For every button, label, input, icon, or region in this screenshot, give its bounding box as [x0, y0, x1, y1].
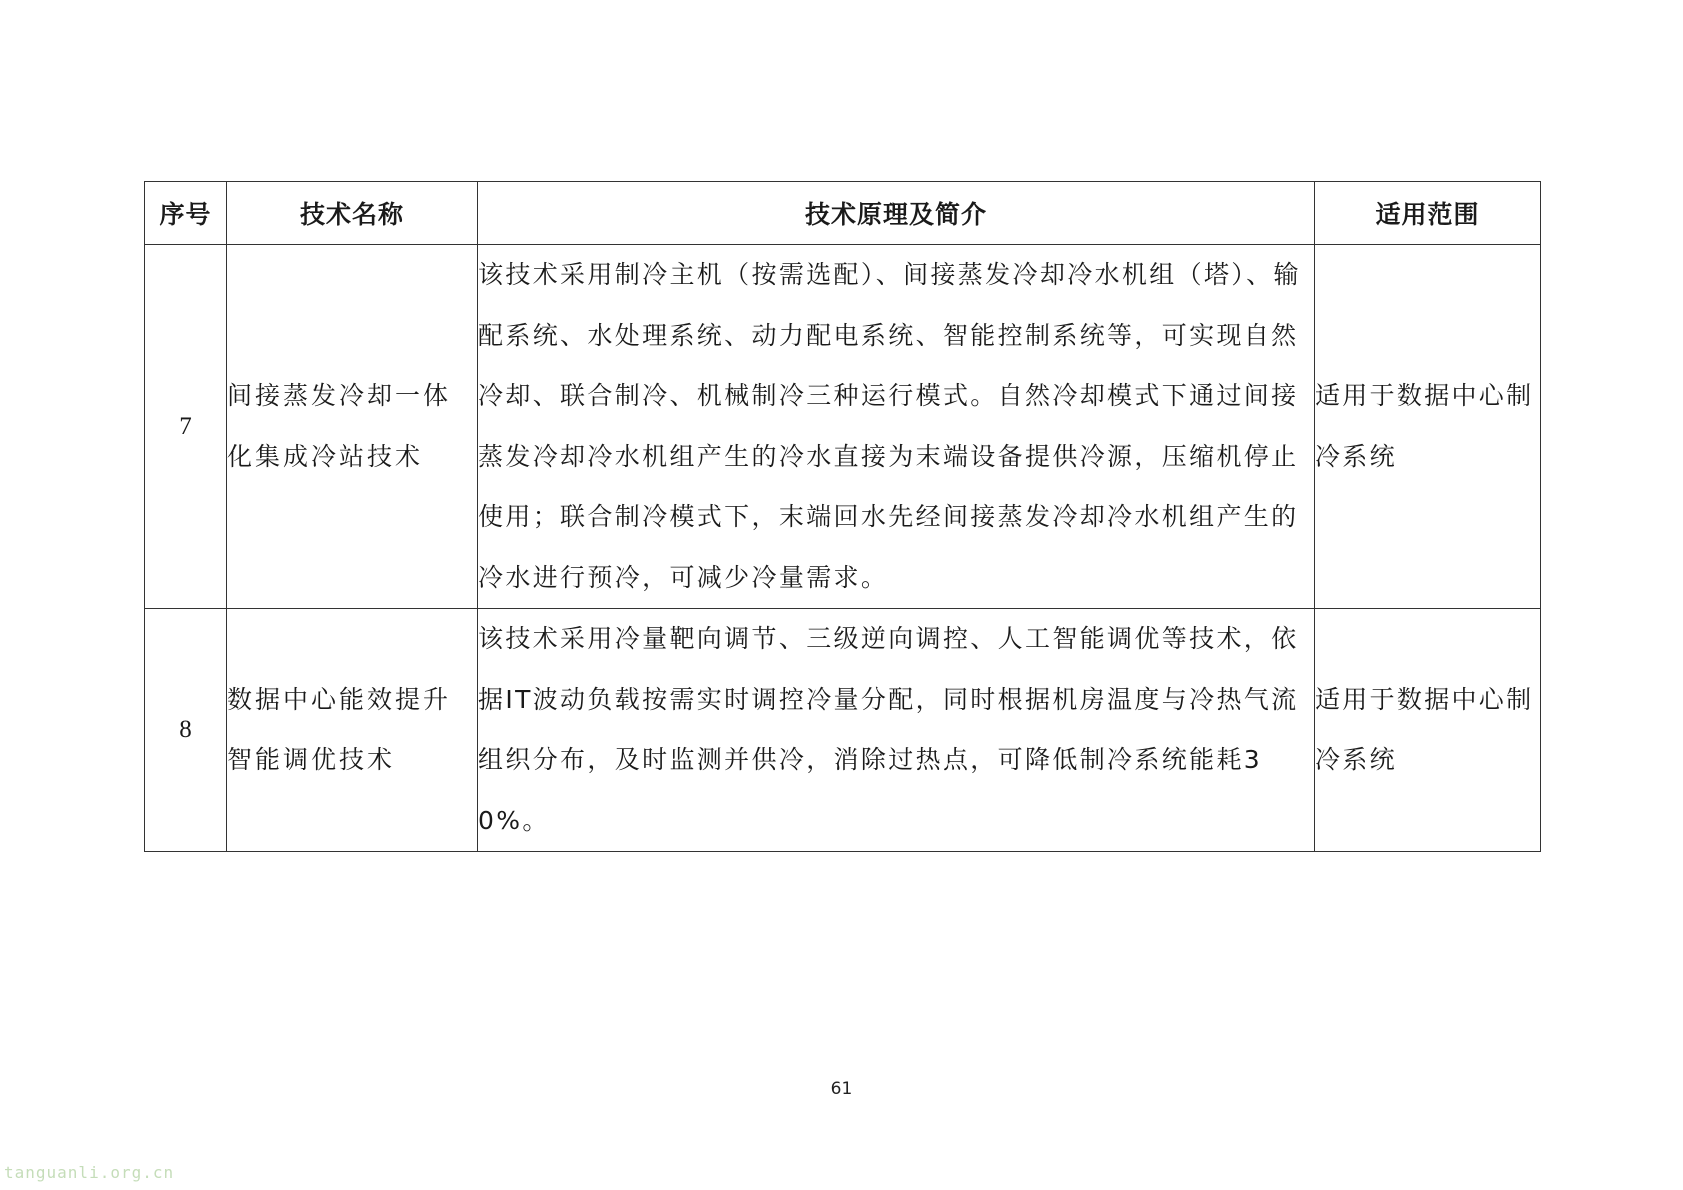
row-technology-description: 该技术采用制冷主机（按需选配）、间接蒸发冷却冷水机组（塔）、输配系统、水处理系统、动力配电系统、智能控制系统等，可实现自然冷却、联合制冷、机械制冷三种运行模式。自然冷却模式下通过间接蒸发冷却冷水机组产生的冷水直接为末端设备提供冷源，压缩机停止使用；联合制冷模式下，末端回水先经间接蒸发冷却冷水机组产生的冷水进行预冷，可减少冷量需求。	[478, 245, 1315, 609]
technology-table	[144, 181, 1541, 852]
header-serial-number: 序号	[145, 182, 227, 245]
header-application-scope: 适用范围	[1315, 182, 1541, 245]
page-number: 61	[830, 1079, 853, 1099]
row-serial-number: 8	[145, 609, 227, 852]
header-technology-description: 技术原理及简介	[478, 182, 1315, 245]
header-technology-name: 技术名称	[227, 182, 478, 245]
table-row	[145, 609, 1541, 852]
site-watermark: tanguanli.org.cn	[4, 1163, 175, 1182]
row-application-scope: 适用于数据中心制冷系统	[1315, 609, 1541, 852]
row-technology-description: 该技术采用冷量靶向调节、三级逆向调控、人工智能调优等技术，依据IT波动负载按需实时调控冷量分配，同时根据机房温度与冷热气流组织分布，及时监测并供冷，消除过热点，可降低制冷系统能耗30%。	[478, 609, 1315, 852]
table-header-row	[145, 182, 1541, 245]
row-application-scope: 适用于数据中心制冷系统	[1315, 245, 1541, 609]
table-row	[145, 245, 1541, 609]
row-technology-name: 数据中心能效提升智能调优技术	[227, 609, 478, 852]
row-serial-number: 7	[145, 245, 227, 609]
row-technology-name: 间接蒸发冷却一体化集成冷站技术	[227, 245, 478, 609]
